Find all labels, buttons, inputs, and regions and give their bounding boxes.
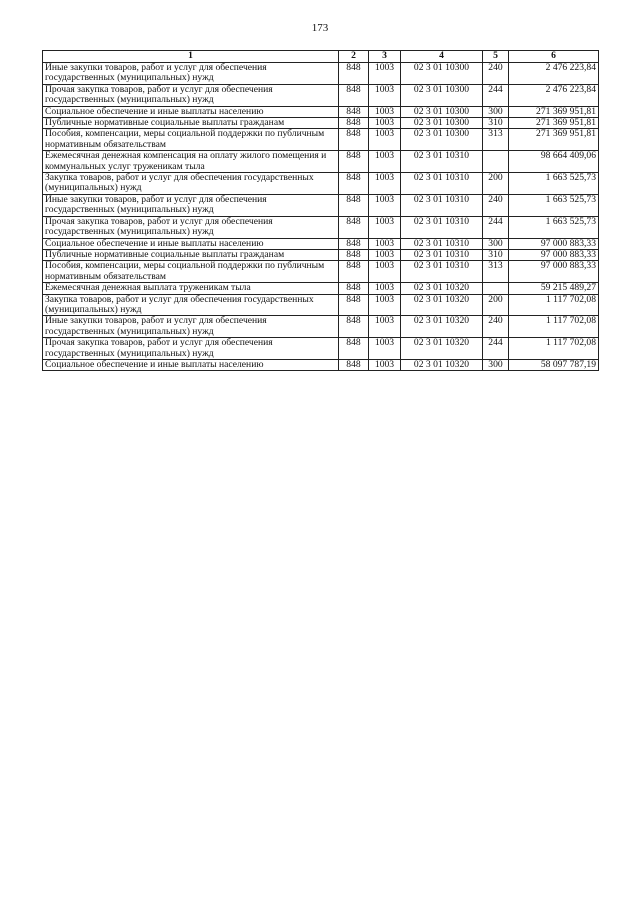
budget-table — [42, 50, 599, 371]
row-section-code: 1003 — [369, 129, 401, 151]
row-section-code: 1003 — [369, 118, 401, 129]
row-target-article: 02 3 01 10310 — [401, 238, 483, 249]
row-target-article: 02 3 01 10320 — [401, 294, 483, 316]
row-ministry-code: 848 — [339, 151, 369, 173]
row-expense-type: 300 — [483, 359, 509, 370]
column-header-2: 2 — [339, 51, 369, 63]
row-section-code: 1003 — [369, 151, 401, 173]
row-expense-type: 244 — [483, 216, 509, 238]
row-target-article: 02 3 01 10320 — [401, 359, 483, 370]
row-amount: 1 117 702,08 — [509, 294, 599, 316]
page-number: 173 — [311, 22, 329, 34]
table-row — [43, 316, 599, 338]
row-target-article: 02 3 01 10310 — [401, 216, 483, 238]
row-ministry-code: 848 — [339, 238, 369, 249]
row-amount: 1 663 525,73 — [509, 194, 599, 216]
row-section-code: 1003 — [369, 238, 401, 249]
row-name: Публичные нормативные социальные выплаты гражданам — [43, 118, 339, 129]
row-expense-type: 240 — [483, 194, 509, 216]
table-row — [43, 84, 599, 106]
row-name: Иные закупки товаров, работ и услуг для обеспечения государственных (муниципальных) нужд — [43, 316, 339, 338]
table-row — [43, 173, 599, 195]
row-ministry-code: 848 — [339, 63, 369, 85]
row-target-article: 02 3 01 10300 — [401, 63, 483, 85]
table-row — [43, 129, 599, 151]
table-row — [43, 194, 599, 216]
row-expense-type: 200 — [483, 294, 509, 316]
column-header-6: 6 — [509, 51, 599, 63]
table-row — [43, 63, 599, 85]
row-target-article: 02 3 01 10310 — [401, 249, 483, 260]
row-expense-type: 313 — [483, 261, 509, 283]
row-target-article: 02 3 01 10320 — [401, 283, 483, 294]
row-target-article: 02 3 01 10320 — [401, 338, 483, 360]
row-ministry-code: 848 — [339, 359, 369, 370]
row-ministry-code: 848 — [339, 129, 369, 151]
row-amount: 97 000 883,33 — [509, 238, 599, 249]
row-expense-type: 240 — [483, 316, 509, 338]
row-ministry-code: 848 — [339, 338, 369, 360]
row-name: Ежемесячная денежная выплата труженикам тыла — [43, 283, 339, 294]
row-expense-type: 300 — [483, 238, 509, 249]
row-name: Прочая закупка товаров, работ и услуг для обеспечения государственных (муниципальных) нужд — [43, 84, 339, 106]
row-section-code: 1003 — [369, 194, 401, 216]
row-name: Прочая закупка товаров, работ и услуг для обеспечения государственных (муниципальных) нужд — [43, 338, 339, 360]
row-amount: 59 215 489,27 — [509, 283, 599, 294]
row-target-article: 02 3 01 10310 — [401, 261, 483, 283]
row-section-code: 1003 — [369, 84, 401, 106]
row-ministry-code: 848 — [339, 173, 369, 195]
row-name: Закупка товаров, работ и услуг для обеспечения государственных (муниципальных) нужд — [43, 173, 339, 195]
row-name: Пособия, компенсации, меры социальной поддержки по публичным нормативным обязательствам — [43, 129, 339, 151]
column-header-5: 5 — [483, 51, 509, 63]
row-section-code: 1003 — [369, 249, 401, 260]
row-section-code: 1003 — [369, 338, 401, 360]
row-ministry-code: 848 — [339, 84, 369, 106]
column-header-4: 4 — [401, 51, 483, 63]
row-amount: 1 117 702,08 — [509, 338, 599, 360]
row-target-article: 02 3 01 10320 — [401, 316, 483, 338]
row-amount: 97 000 883,33 — [509, 249, 599, 260]
row-section-code: 1003 — [369, 283, 401, 294]
row-name: Социальное обеспечение и иные выплаты населению — [43, 106, 339, 117]
row-amount: 97 000 883,33 — [509, 261, 599, 283]
row-amount: 271 369 951,81 — [509, 118, 599, 129]
row-ministry-code: 848 — [339, 106, 369, 117]
column-header-3: 3 — [369, 51, 401, 63]
row-ministry-code: 848 — [339, 283, 369, 294]
table-row — [43, 238, 599, 249]
row-section-code: 1003 — [369, 261, 401, 283]
table-row — [43, 338, 599, 360]
row-section-code: 1003 — [369, 359, 401, 370]
row-amount: 58 097 787,19 — [509, 359, 599, 370]
row-target-article: 02 3 01 10310 — [401, 194, 483, 216]
row-expense-type: 244 — [483, 84, 509, 106]
row-expense-type: 200 — [483, 173, 509, 195]
row-name: Иные закупки товаров, работ и услуг для обеспечения государственных (муниципальных) нужд — [43, 63, 339, 85]
row-name: Закупка товаров, работ и услуг для обеспечения государственных (муниципальных) нужд — [43, 294, 339, 316]
row-name: Ежемесячная денежная компенсация на оплату жилого помещения и коммунальных услуг труженикам тыла — [43, 151, 339, 173]
table-row — [43, 216, 599, 238]
table-row — [43, 151, 599, 173]
row-section-code: 1003 — [369, 216, 401, 238]
row-target-article: 02 3 01 10300 — [401, 118, 483, 129]
table-row — [43, 359, 599, 370]
row-expense-type: 310 — [483, 249, 509, 260]
row-target-article: 02 3 01 10310 — [401, 173, 483, 195]
row-target-article: 02 3 01 10310 — [401, 151, 483, 173]
row-section-code: 1003 — [369, 106, 401, 117]
row-expense-type: 313 — [483, 129, 509, 151]
table-row — [43, 261, 599, 283]
row-target-article: 02 3 01 10300 — [401, 106, 483, 117]
row-amount: 271 369 951,81 — [509, 129, 599, 151]
table-row — [43, 249, 599, 260]
row-ministry-code: 848 — [339, 249, 369, 260]
row-ministry-code: 848 — [339, 118, 369, 129]
row-amount: 1 663 525,73 — [509, 173, 599, 195]
row-amount: 2 476 223,84 — [509, 63, 599, 85]
row-ministry-code: 848 — [339, 294, 369, 316]
row-expense-type: 240 — [483, 63, 509, 85]
row-ministry-code: 848 — [339, 261, 369, 283]
row-name: Публичные нормативные социальные выплаты гражданам — [43, 249, 339, 260]
row-expense-type: 300 — [483, 106, 509, 117]
column-header-1: 1 — [43, 51, 339, 63]
row-name: Социальное обеспечение и иные выплаты населению — [43, 359, 339, 370]
table-row — [43, 294, 599, 316]
row-amount: 1 663 525,73 — [509, 216, 599, 238]
row-section-code: 1003 — [369, 316, 401, 338]
row-name: Прочая закупка товаров, работ и услуг для обеспечения государственных (муниципальных) нужд — [43, 216, 339, 238]
table-row — [43, 106, 599, 117]
row-amount: 271 369 951,81 — [509, 106, 599, 117]
row-expense-type: 244 — [483, 338, 509, 360]
header-row — [43, 51, 599, 63]
row-expense-type: 310 — [483, 118, 509, 129]
table-body — [43, 63, 599, 371]
row-expense-type — [483, 283, 509, 294]
row-ministry-code: 848 — [339, 194, 369, 216]
row-ministry-code: 848 — [339, 216, 369, 238]
row-target-article: 02 3 01 10300 — [401, 84, 483, 106]
row-section-code: 1003 — [369, 63, 401, 85]
table-header — [43, 51, 599, 63]
row-expense-type — [483, 151, 509, 173]
table-row — [43, 118, 599, 129]
row-amount: 1 117 702,08 — [509, 316, 599, 338]
table-row — [43, 283, 599, 294]
row-ministry-code: 848 — [339, 316, 369, 338]
row-name: Иные закупки товаров, работ и услуг для обеспечения государственных (муниципальных) нужд — [43, 194, 339, 216]
row-section-code: 1003 — [369, 173, 401, 195]
row-target-article: 02 3 01 10300 — [401, 129, 483, 151]
row-amount: 2 476 223,84 — [509, 84, 599, 106]
row-name: Пособия, компенсации, меры социальной поддержки по публичным нормативным обязательствам — [43, 261, 339, 283]
row-amount: 98 664 409,06 — [509, 151, 599, 173]
row-section-code: 1003 — [369, 294, 401, 316]
row-name: Социальное обеспечение и иные выплаты населению — [43, 238, 339, 249]
